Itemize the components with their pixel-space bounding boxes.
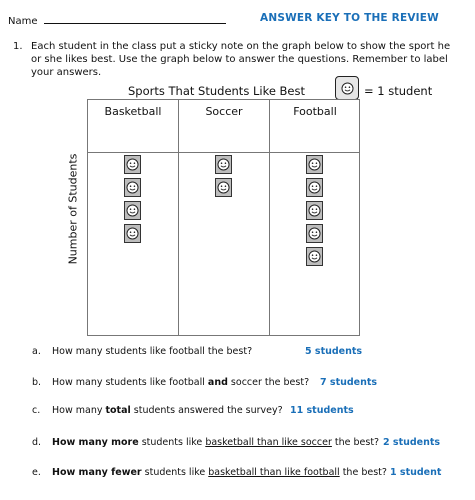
answer-a: 5 students — [305, 346, 363, 357]
smiley-face-icon — [308, 158, 321, 171]
smiley-face-icon — [126, 227, 139, 240]
question-text: How many students like football — [52, 377, 208, 388]
name-blank-line[interactable] — [44, 12, 226, 24]
smiley-face-icon — [341, 82, 354, 95]
question-1-number: 1. — [13, 41, 23, 52]
sticky-note — [215, 155, 232, 174]
question-letter: d. — [32, 437, 42, 448]
smiley-face-icon — [308, 204, 321, 217]
smiley-face-icon — [308, 181, 321, 194]
answer-d: 2 students — [383, 437, 441, 448]
smiley-face-icon — [308, 227, 321, 240]
header-divider — [88, 152, 359, 153]
chart-title: Sports That Students Like Best — [128, 84, 306, 98]
key-sticky-note — [335, 76, 359, 100]
column-divider — [269, 100, 270, 335]
question-text: and — [207, 377, 228, 388]
question-1-text: Each student in the class put a sticky note on the graph below to show the sport he or she likes best. Use the graph below to answer the questions. Remember to label your answers. — [31, 41, 451, 78]
question-b — [32, 377, 309, 388]
sticky-note — [124, 201, 141, 220]
y-axis-label: Number of Students — [66, 153, 80, 265]
question-text: How many — [52, 405, 106, 416]
answer-key-title: ANSWER KEY TO THE REVIEW — [260, 12, 439, 24]
question-letter: e. — [32, 467, 41, 478]
question-text: basketball than like football — [208, 467, 340, 478]
question-text: the best? — [339, 467, 387, 478]
question-letter: c. — [32, 405, 41, 416]
stack-football — [306, 155, 323, 266]
smiley-face-icon — [217, 158, 230, 171]
question-text: How many students like football the best? — [52, 346, 253, 357]
stack-basketball — [124, 155, 141, 243]
sticky-note — [124, 155, 141, 174]
question-letter: a. — [32, 346, 41, 357]
column-divider — [178, 100, 179, 335]
sticky-note — [124, 224, 141, 243]
category-label-basketball: Basketball — [104, 105, 162, 118]
name-label: Name — [8, 16, 38, 27]
question-e — [32, 467, 387, 478]
key-label: = 1 student — [364, 84, 433, 98]
sticky-note — [306, 178, 323, 197]
stack-soccer — [215, 155, 232, 197]
smiley-face-icon — [308, 250, 321, 263]
answer-c: 11 students — [290, 405, 354, 416]
question-text: students like — [138, 437, 206, 448]
question-text: the best? — [331, 437, 380, 448]
question-1 — [13, 40, 453, 79]
sticky-note — [306, 155, 323, 174]
question-letter: b. — [32, 377, 42, 388]
category-label-soccer: Soccer — [205, 105, 243, 118]
question-text: total — [105, 405, 131, 416]
question-text: How many more — [52, 437, 139, 448]
pictograph-grid — [87, 99, 360, 336]
question-a — [32, 346, 252, 357]
name-field — [8, 12, 226, 27]
question-text: soccer the best? — [227, 377, 310, 388]
sticky-note — [124, 178, 141, 197]
question-text: students like — [141, 467, 209, 478]
smiley-face-icon — [126, 204, 139, 217]
question-text: basketball than like soccer — [205, 437, 332, 448]
question-d — [32, 437, 379, 448]
smiley-face-icon — [126, 181, 139, 194]
sticky-note — [306, 247, 323, 266]
smiley-face-icon — [217, 181, 230, 194]
answer-b: 7 students — [320, 377, 378, 388]
sticky-note — [306, 201, 323, 220]
question-text: students answered the survey? — [130, 405, 283, 416]
sticky-note — [306, 224, 323, 243]
smiley-face-icon — [126, 158, 139, 171]
sticky-note — [215, 178, 232, 197]
question-c — [32, 405, 283, 416]
category-label-football: Football — [293, 105, 337, 118]
question-text: How many fewer — [52, 467, 142, 478]
answer-e: 1 student — [390, 467, 442, 478]
